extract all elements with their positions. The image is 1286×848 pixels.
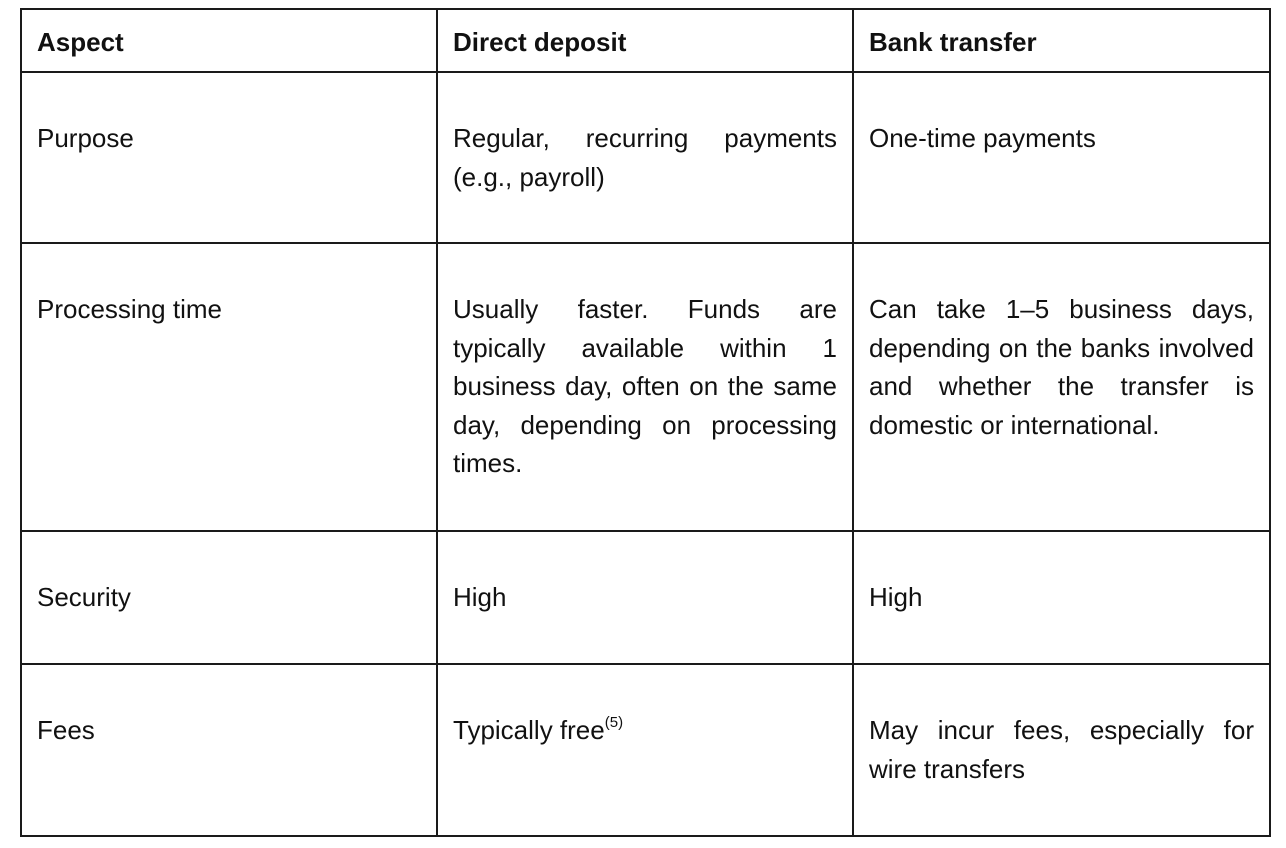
table-row [21,531,1270,664]
header-aspect: Aspect [21,9,437,72]
table-row [21,664,1270,836]
direct-deposit-text: Typically free [453,715,605,745]
comparison-table [20,8,1271,837]
header-row [21,9,1270,72]
direct-deposit-cell [437,664,853,836]
aspect-cell: Purpose [21,72,437,243]
aspect-cell: Processing time [21,243,437,531]
direct-deposit-cell: Usually faster. Funds are typically available within 1 business day, often on the same day, depending on processing times. [437,243,853,531]
header-direct-deposit: Direct deposit [437,9,853,72]
citation-marker[interactable]: (5) [604,714,624,731]
bank-transfer-cell: One-time payments [853,72,1270,243]
bank-transfer-cell: May incur fees, especially for wire transfers [853,664,1270,836]
table-row [21,72,1270,243]
aspect-cell: Security [21,531,437,664]
bank-transfer-cell: Can take 1–5 business days, depending on the banks involved and whether the transfer is domestic or international. [853,243,1270,531]
table-row [21,243,1270,531]
aspect-cell: Fees [21,664,437,836]
direct-deposit-cell: High [437,531,853,664]
bank-transfer-cell: High [853,531,1270,664]
header-bank-transfer: Bank transfer [853,9,1270,72]
direct-deposit-cell: Regular, recurring payments (e.g., payroll) [437,72,853,243]
